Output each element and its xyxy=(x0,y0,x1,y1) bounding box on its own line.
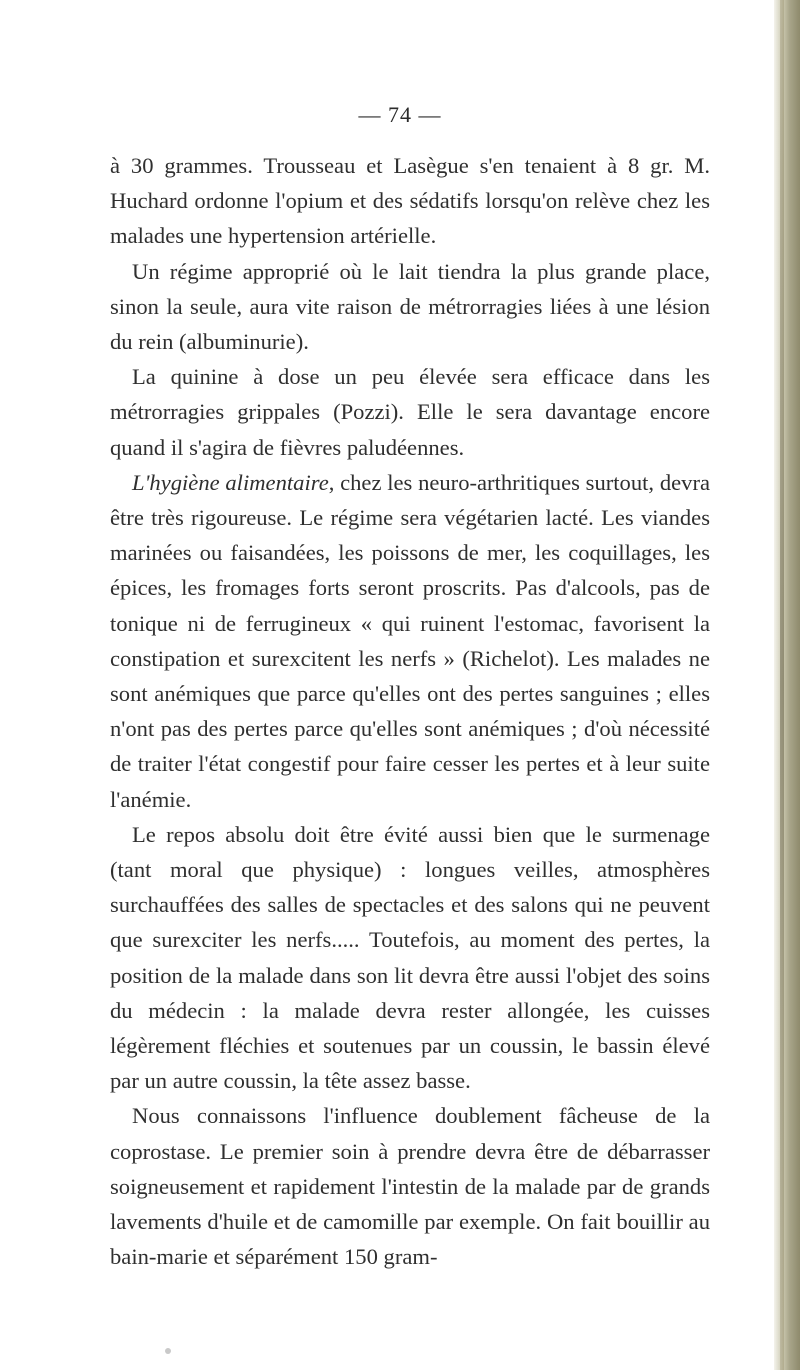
paragraph-text: Un régime approprié où le lait tiendra la plus grande place, sinon la seule, aura vite raison de métrorragies liées à une lésion du rein (albuminurie). xyxy=(110,258,710,355)
paragraph-text: à 30 grammes. Trousseau et Lasègue s'en tenaient à 8 gr. M. Huchard ordonne l'opium et des sédatifs lorsqu'on relève chez les malades une hypertension artérielle. xyxy=(110,153,710,249)
paragraph xyxy=(110,359,710,465)
paragraph-text: Le repos absolu doit être évité aussi bien que le surmenage (tant moral que physique) : longues veilles, atmosphères surchauffées des salles de spectacles et des salons qui ne peuvent que surexciter les nerfs..... Toutefois, au moment des pertes, la position de la malade dans son lit devra être aussi l'objet des soins du médecin : la malade devra rester allongée, les cuisses légèrement fléchies et soutenues par un coussin, le bassin élevé par un autre coussin, la tête assez basse. xyxy=(110,821,710,1094)
paragraph-text: La quinine à dose un peu élevée sera efficace dans les métrorragies grippales (Pozzi). Elle le sera davantage encore quand il s'agira de fièvres paludéennes. xyxy=(110,364,710,460)
paragraph xyxy=(110,148,710,254)
paragraph-text: , chez les neuro-arthritiques surtout, devra être très rigoureuse. Le régime sera végétarien lacté. Les viandes marinées ou faisandées, les poissons de mer, les coquillages, les épices, les fromages forts seront proscrits. Pas d'alcools, pas de tonique ni de ferrugineux « qui ruinent l'estomac, favorisent la constipation et surexcitent les nerfs » (Richelot). Les malades ne sont anémiques que parce qu'elles ont des pertes sanguines ; elles n'ont pas des pertes parce qu'elles sont anémiques ; d'où nécessité de traiter l'état congestif pour faire cesser les pertes et à leur suite l'anémie. xyxy=(110,469,710,812)
paragraph xyxy=(110,254,710,360)
page-edge-binding xyxy=(774,0,800,1370)
body-text xyxy=(110,148,710,1275)
italic-phrase: L'hygiène alimentaire xyxy=(132,469,329,495)
paragraph xyxy=(110,465,710,817)
paragraph-text: Nous connaissons l'influence doublement fâcheuse de la coprostase. Le premier soin à prendre devra être de débarrasser soigneusement et rapidement l'intestin de la malade par de grands lavements d'huile et de camomille par exemple. On fait bouillir au bain-marie et séparément 150 gram- xyxy=(110,1103,710,1270)
page-number-header: — 74 — xyxy=(358,102,442,127)
paragraph xyxy=(110,817,710,1099)
paper-speck xyxy=(165,1348,171,1354)
paragraph xyxy=(110,1098,710,1274)
